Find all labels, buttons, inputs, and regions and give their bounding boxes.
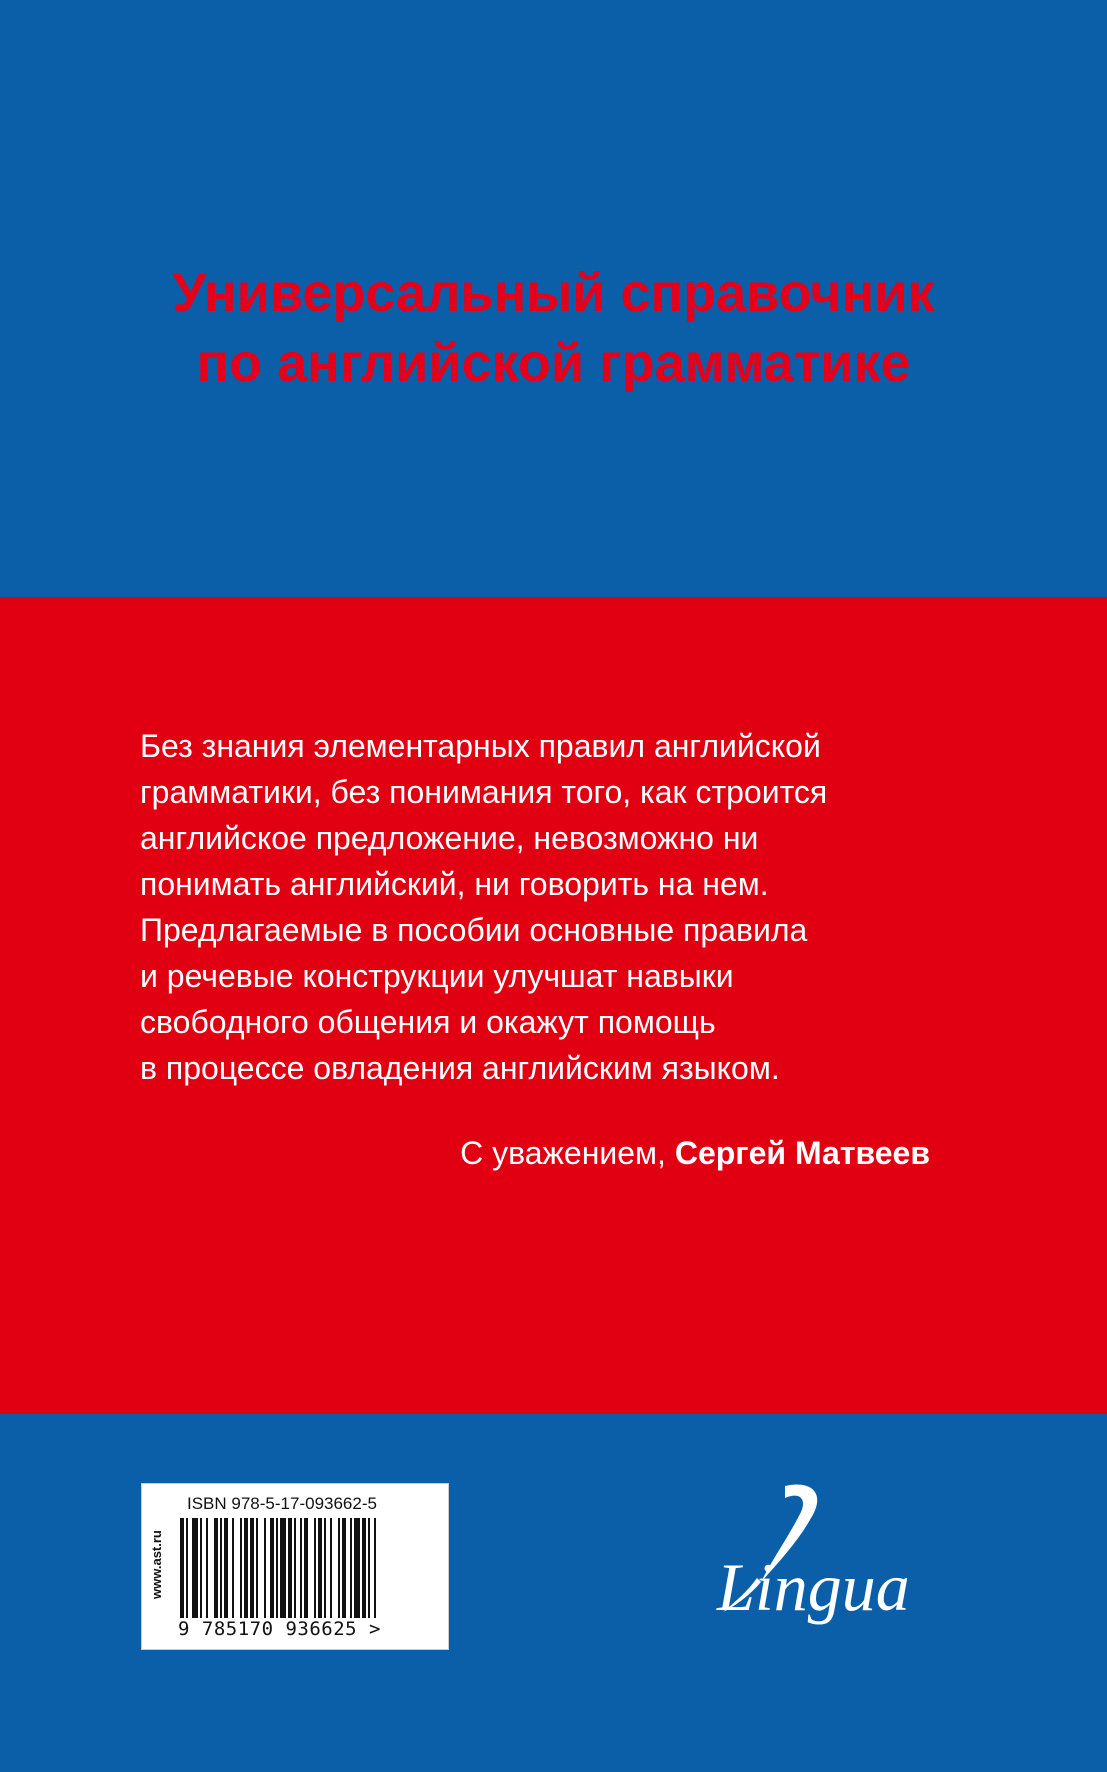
- barcode-bar: [314, 1518, 316, 1618]
- barcode-bar: [280, 1518, 286, 1618]
- blurb-text: [140, 723, 980, 1091]
- barcode-bar: [294, 1518, 296, 1618]
- barcode-bar: [220, 1518, 222, 1618]
- blurb-line: английское предложение, невозможно ни: [140, 820, 759, 856]
- blurb-line: Без знания элементарных правил английской: [140, 728, 821, 764]
- publisher-website: www.ast.ru: [149, 1530, 164, 1600]
- barcode-bar: [304, 1518, 308, 1618]
- signature-prefix: С уважением,: [460, 1135, 666, 1171]
- barcode-bar: [330, 1518, 332, 1618]
- author-name: Сергей Матвеев: [674, 1135, 930, 1171]
- barcode-bar: [338, 1518, 340, 1618]
- barcode-bar: [256, 1518, 258, 1618]
- barcode-bar: [374, 1518, 376, 1618]
- barcode-bar: [270, 1518, 274, 1618]
- barcode-bar: [300, 1518, 302, 1618]
- blurb-line: понимать английский, ни говорить на нем.: [140, 866, 769, 902]
- barcode-bar: [368, 1518, 370, 1618]
- barcode-bar: [342, 1518, 346, 1618]
- barcode-bar: [324, 1518, 326, 1618]
- barcode-bar: [354, 1518, 360, 1618]
- barcode-bar: [362, 1518, 366, 1618]
- signature: [140, 1130, 930, 1176]
- barcode-bar: [276, 1518, 278, 1618]
- blurb-line: грамматики, без понимания того, как строится: [140, 774, 828, 810]
- barcode-bar: [186, 1518, 188, 1618]
- barcode-bar: [264, 1518, 266, 1618]
- book-title-line-2: по английской грамматике: [196, 333, 911, 393]
- barcode-bar: [206, 1518, 208, 1618]
- ean-digits: 9 785170 936625 >: [178, 1618, 381, 1640]
- barcode-bar: [288, 1518, 292, 1618]
- blurb-line: в процессе овладения английским языком.: [140, 1050, 780, 1086]
- barcode-bar: [192, 1518, 198, 1618]
- barcode-bar: [350, 1518, 352, 1618]
- barcode-bar: [232, 1518, 234, 1618]
- barcode-bar: [224, 1518, 228, 1618]
- lingua-logo-text: Lingua: [717, 1549, 910, 1625]
- blurb-line: свободного общения и окажут помощь: [140, 1004, 716, 1040]
- blurb-line: и речевые конструкции улучшат навыки: [140, 958, 734, 994]
- book-title: [0, 258, 1107, 398]
- barcode-bar: [200, 1518, 202, 1618]
- barcode-bar: [318, 1518, 322, 1618]
- barcode-bar: [214, 1518, 218, 1618]
- barcode-bar: [240, 1518, 242, 1618]
- barcode-bars: [180, 1518, 442, 1618]
- isbn-number: ISBN 978-5-17-093662-5: [187, 1494, 377, 1513]
- barcode-bar: [180, 1518, 184, 1618]
- barcode-bar: [244, 1518, 248, 1618]
- barcode-bar: [250, 1518, 254, 1618]
- lingua-logo: [715, 1478, 955, 1628]
- book-title-line-1: Универсальный справочник: [172, 263, 935, 323]
- blurb-line: Предлагаемые в пособии основные правила: [140, 912, 808, 948]
